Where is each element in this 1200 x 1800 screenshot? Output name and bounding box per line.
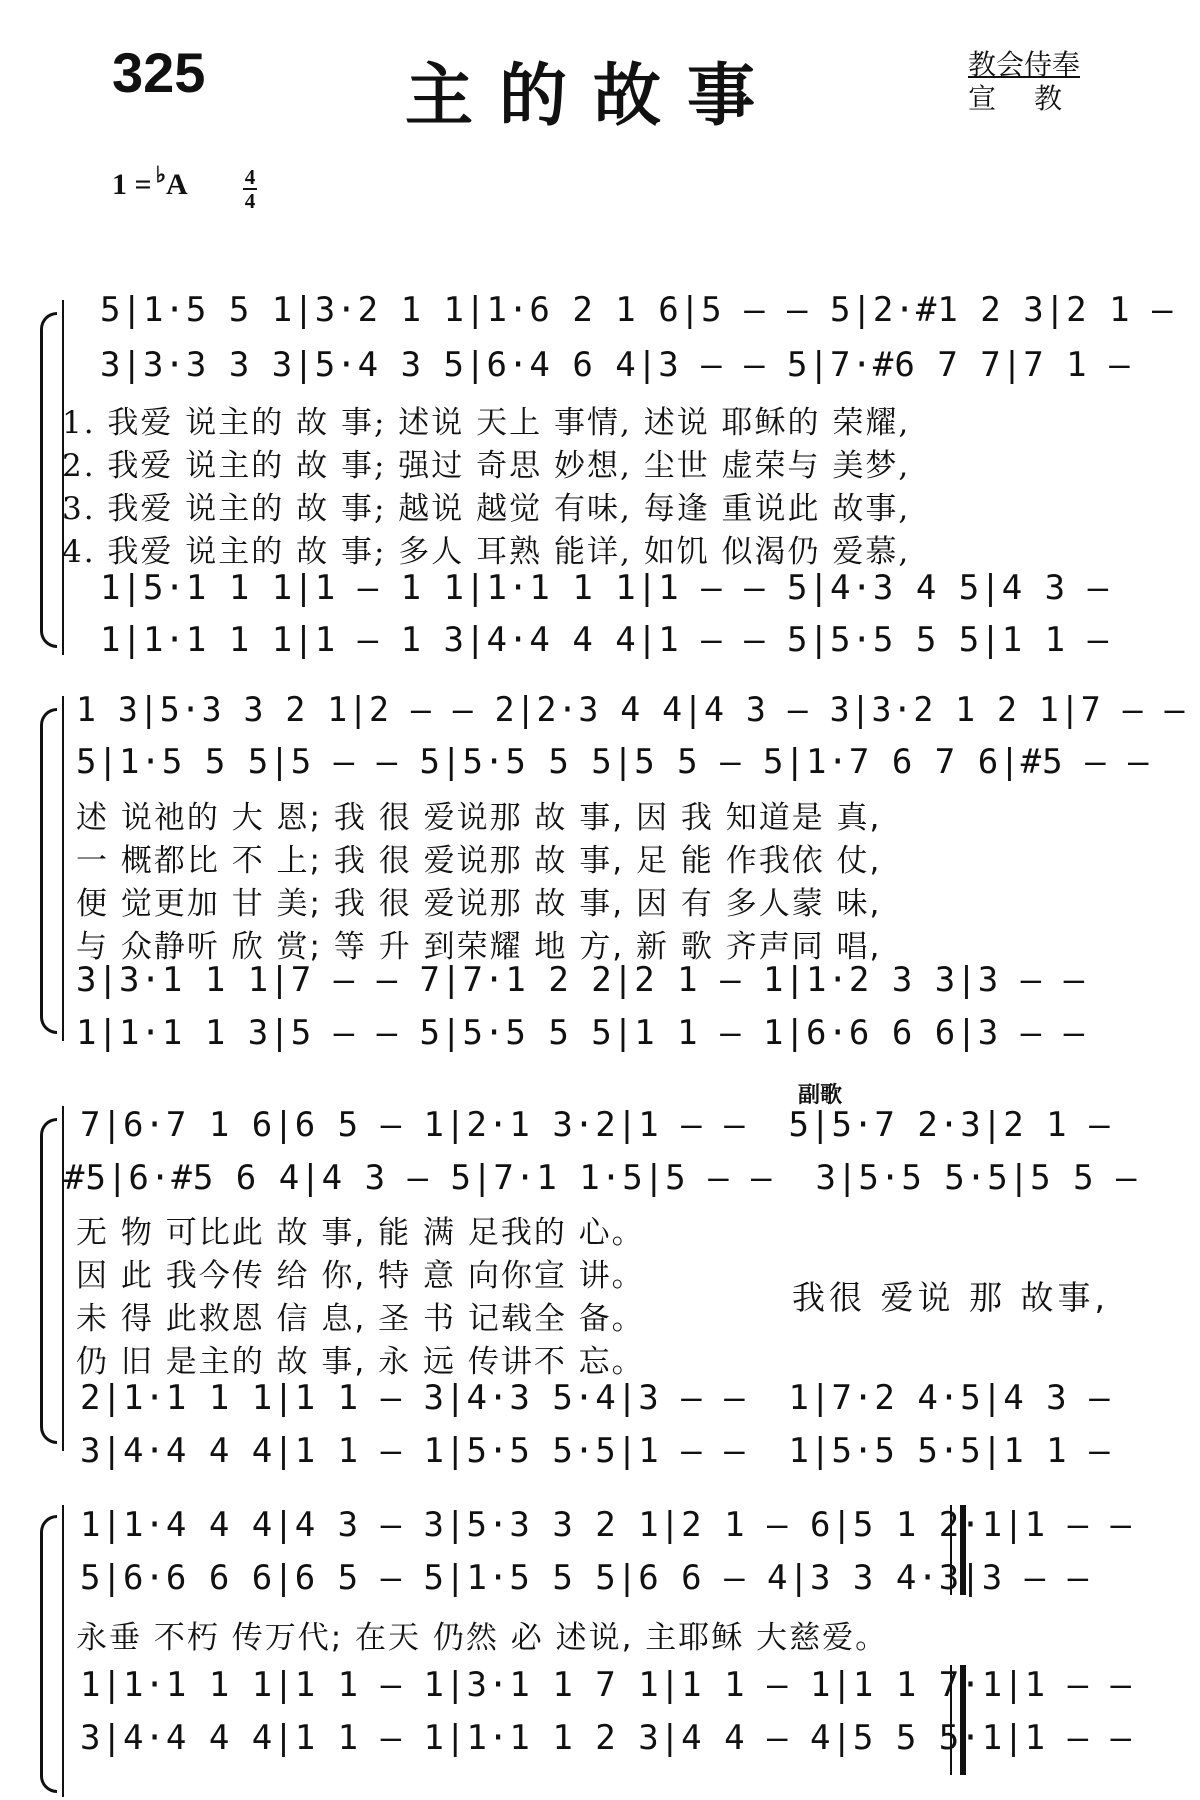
soprano-line: 1 3|5·3 3 2 1|2 — — 2|2·3 4 4|4 3 — 3|3·2 1 2 1|7 — —: [76, 690, 1186, 730]
alto-line: #5|6·#5 6 4|4 3 — 5|7·1 1·5|5 — — 3|5·5 5·5|5 5 —: [64, 1158, 1138, 1198]
soprano-line: 7|6·7 1 6|6 5 — 1|2·1 3·2|1 — — 5|5·7 2·3|2 1 —: [80, 1105, 1111, 1145]
verse-3-lyrics: 未 得 此救恩 信 息, 圣 书 记载全 备。: [76, 1301, 645, 1337]
system-brace: [40, 708, 57, 1034]
verse-4-lyrics: 仍 旧 是主的 故 事, 永 远 传讲不 忘。: [76, 1344, 645, 1380]
key-letter: A: [166, 168, 188, 201]
time-denominator: 4: [244, 189, 256, 213]
verse-3-lyrics: 便 觉更加 甘 美; 我 很 爱说那 故 事, 因 有 多人蒙 味,: [76, 886, 882, 922]
final-barline: [950, 1505, 966, 1595]
chorus-label: 副歌: [798, 1083, 843, 1108]
credit-line-1: 教会侍奉: [968, 48, 1081, 81]
verse-3-lyrics: 3. 我爱 说主的 故 事; 越说 越觉 有味, 每逢 重说此 故事,: [62, 491, 911, 527]
system-barline: [62, 1505, 64, 1797]
soprano-line: 1|1·4 4 4|4 3 — 3|5·3 3 2 1|2 1 — 6|5 1 2·1|1 — —: [80, 1505, 1133, 1545]
verse-2-lyrics: 2. 我爱 说主的 故 事; 强过 奇思 妙想, 尘世 虚荣与 美梦,: [62, 448, 911, 484]
hymn-number: 325: [112, 41, 206, 104]
bass-line: 1|1·1 1 3|5 — — 5|5·5 5 5|1 1 — 1|6·6 6 6|3 — —: [76, 1013, 1086, 1053]
alto-line: 3|3·3 3 3|5·4 3 5|6·4 6 4|3 — — 5|7·#6 7 7|7 1 —: [100, 345, 1131, 385]
system-brace: [40, 1118, 57, 1444]
credit-line-2: 宣教: [968, 82, 1101, 115]
verse-2-lyrics: 因 此 我今传 给 你, 特 意 向你宣 讲。: [76, 1258, 645, 1294]
system-barline: [62, 696, 64, 1041]
verse-2-lyrics: 一 概都比 不 上; 我 很 爱说那 故 事, 足 能 作我依 仗,: [76, 843, 882, 879]
bass-line: 1|1·1 1 1|1 — 1 3|4·4 4 4|1 — — 5|5·5 5 5|1 1 —: [100, 620, 1110, 660]
tenor-line: 1|1·1 1 1|1 1 — 1|3·1 1 7 1|1 1 — 1|1 1 7·1|1 — —: [80, 1665, 1133, 1705]
tenor-line: 3|3·1 1 1|7 — — 7|7·1 2 2|2 1 — 1|1·2 3 3|3 — —: [76, 960, 1086, 1000]
verse-1-lyrics: 述 说祂的 大 恩; 我 很 爱说那 故 事, 因 我 知道是 真,: [76, 800, 882, 836]
chorus-lyrics: 我很 爱说 那 故事,: [792, 1278, 1109, 1317]
bass-line: 3|4·4 4 4|1 1 — 1|1·1 1 2 3|4 4 — 4|5 5 5·1|1 — —: [80, 1718, 1133, 1758]
flat-sign: ♭: [155, 162, 166, 187]
tenor-line: 2|1·1 1 1|1 1 — 3|4·3 5·4|3 — — 1|7·2 4·5|4 3 —: [80, 1378, 1111, 1418]
credits: [968, 48, 1100, 116]
soprano-line: 5|1·5 5 1|3·2 1 1|1·6 2 1 6|5 — — 5|2·#1 2 3|2 1 —: [100, 290, 1174, 330]
bass-line: 3|4·4 4 4|1 1 — 1|5·5 5·5|1 — — 1|5·5 5·5|1 1 —: [80, 1431, 1111, 1471]
hymn-title: 主的故事: [405, 56, 782, 136]
verse-lyrics: 永垂 不朽 传万代; 在天 仍然 必 述说, 主耶稣 大慈爱。: [76, 1620, 889, 1656]
time-signature: [243, 166, 257, 212]
system-brace: [40, 1515, 57, 1793]
verse-4-lyrics: 4. 我爱 说主的 故 事; 多人 耳熟 能详, 如饥 似渴仍 爱慕,: [62, 534, 911, 570]
time-numerator: 4: [244, 165, 256, 189]
alto-line: 5|1·5 5 5|5 — — 5|5·5 5 5|5 5 — 5|1·7 6 7 6|#5 — —: [76, 742, 1150, 782]
system-brace: [40, 312, 57, 648]
key-signature: [112, 162, 188, 202]
verse-4-lyrics: 与 众静听 欣 赏; 等 升 到荣耀 地 方, 新 歌 齐声同 唱,: [76, 929, 882, 965]
verse-1-lyrics: 无 物 可比此 故 事, 能 满 足我的 心。: [76, 1215, 645, 1251]
alto-line: 5|6·6 6 6|6 5 — 5|1·5 5 5|6 6 — 4|3 3 4·3|3 — —: [80, 1558, 1090, 1598]
key-prefix: 1 =: [112, 168, 152, 201]
final-barline: [950, 1665, 966, 1775]
tenor-line: 1|5·1 1 1|1 — 1 1|1·1 1 1|1 — — 5|4·3 4 5|4 3 —: [100, 568, 1110, 608]
verse-1-lyrics: 1. 我爱 说主的 故 事; 述说 天上 事情, 述说 耶稣的 荣耀,: [62, 405, 911, 441]
